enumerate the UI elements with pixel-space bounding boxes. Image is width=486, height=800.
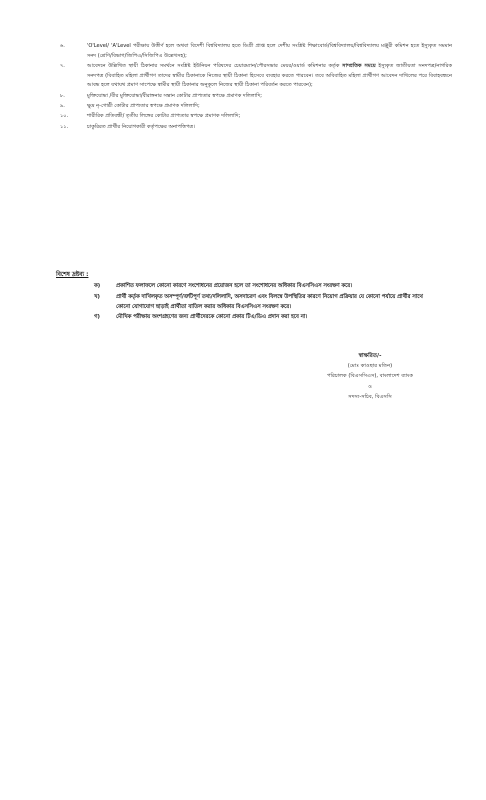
signatory-designation: পরিচালক (বিএসসিএস), বাংলাদেশ ব্যাংক	[327, 373, 413, 380]
item-text: ইস্যুকৃত জাতীয়তা সনদপত্র/নাগরিক সনদপত্র (বিবাহিত মহিলা প্রার্থীগণ তাদের স্বামীর ঠিকানাকে নিজের স্থায়ী ঠিকানা হিসেবে ব্যবহার করতে পারবেন। তবে অবিবাহিত মহিলা প্রার্থীগণ আবেদন দাখিলের পরে বিবাহবন্ধনে আবদ্ধ হলে যথাযথ প্রমাণ সাপেক্ষে স্বামীর স্থায়ী ঠিকানার অনুকূলে নিজের স্থায়ী ঠিকানা পরিবর্তন করতে পারবেন);	[87, 62, 453, 89]
note-item	[94, 281, 434, 291]
item-number: ১০.	[60, 113, 69, 120]
item-text: ক্ষুদ্র নৃ-গোষ্ঠী কোটার প্রাপ্যতার স্বপক্ষে প্রমাণক দলিলাদি;	[87, 102, 200, 109]
item-text: মুক্তিযোদ্ধা /বীর মুক্তিযোদ্ধা/বীরাঙ্গনার সন্তান কোটার প্রাপ্যতার স্বপক্ষে প্রমাণক দলিলাদি;	[87, 92, 262, 99]
special-notes-list	[94, 281, 434, 323]
note-text: প্রার্থী কর্তৃক দাখিলকৃত অসম্পূর্ণ/ত্রুটিপূর্ণ তথ্য/দলিলাদি, অসদাচরণ এবং বিলম্বে উপস্থিতির কারণে নিয়োগ প্রক্রিয়ার যে কোনো পর্যায়ে প্রার্থীর সাথে কোনো যোগাযোগ ছাড়াই প্রার্থীতা বাতিল করার অধিকার বিএসসিএস সংরক্ষণ করে।	[116, 293, 423, 310]
item-number: ৭.	[60, 62, 65, 69]
signed-label: স্বাক্ষরিত/-	[358, 353, 382, 359]
list-item	[60, 62, 452, 91]
item-text: 'O'Level/ 'A'Level পরীক্ষায় উত্তীর্ণ হলে অথবা বিদেশী বিশ্ববিদ্যালয় হতে ডিগ্রী প্রাপ্ত হলে দেশীয় সংশ্লিষ্ট শিক্ষাবোর্ড/বিশ্ববিদ্যালয়/বিশ্ববিদ্যালয় মঞ্জুরী কমিশন হতে ইস্যুকৃত সমমান সনদ (শ্রেণি/বিভাগ/জিপিএ/সিজিপিএ উল্লেখসহ);	[87, 43, 452, 59]
item-text-bold: সাম্প্রতিক সময়ে	[342, 62, 376, 69]
note-text: মৌখিক পরীক্ষায় অংশগ্রহণের জন্য প্রার্থীদেরকে কোনো প্রকার টিএ/ডিএ প্রদান করা হবে না।	[116, 314, 308, 321]
note-number: গ)	[94, 314, 100, 321]
note-item	[94, 312, 434, 322]
signatory-conjunction: ও	[368, 383, 372, 390]
list-item	[60, 42, 452, 61]
item-text: আবেদনে উল্লিখিত স্থায়ী ঠিকানার সমর্থনে সংশ্লিষ্ট ইউনিয়ন পরিষদের চেয়ারম্যান/পৌরসভার মেয়র/ওয়ার্ড কমিশনার কর্তৃক	[87, 62, 343, 69]
required-documents-list	[60, 42, 452, 133]
note-text: প্রকাশিত ফলাফলে কোনো কারণে সংশোধনের প্রয়োজন হলে তা সংশোধনের অধিকার বিএসসিএস সংরক্ষণ করে।	[116, 283, 353, 289]
item-number: ৮.	[60, 92, 65, 99]
note-item	[94, 292, 434, 312]
item-text: চাকুরিরত প্রার্থীর নিয়োগকারী কর্তৃপক্ষের অনাপত্তিপত্র।	[87, 123, 195, 130]
list-item	[60, 123, 452, 133]
signatory-name: (মোঃ কাওছার মতিন)	[347, 363, 393, 370]
special-note-heading: বিশেষ দ্রষ্টব্য :	[56, 272, 89, 278]
item-number: ৯.	[60, 102, 65, 109]
note-number: খ)	[94, 293, 100, 300]
item-number: ১১.	[60, 123, 69, 130]
signatory-designation-secondary: সদস্য-সচিব, বিএসসি	[348, 393, 392, 400]
signature-block	[290, 351, 450, 402]
note-number: ক)	[94, 283, 101, 289]
item-text: শারীরিক প্রতিবন্ধী/ তৃতীয় লিঙ্গের কোটার প্রাপ্যতার স্বপক্ষে প্রমাণক দলিলাদি;	[87, 113, 241, 120]
item-number: ৬.	[60, 43, 65, 49]
list-item	[60, 92, 452, 102]
list-item	[60, 112, 452, 122]
list-item	[60, 102, 452, 112]
